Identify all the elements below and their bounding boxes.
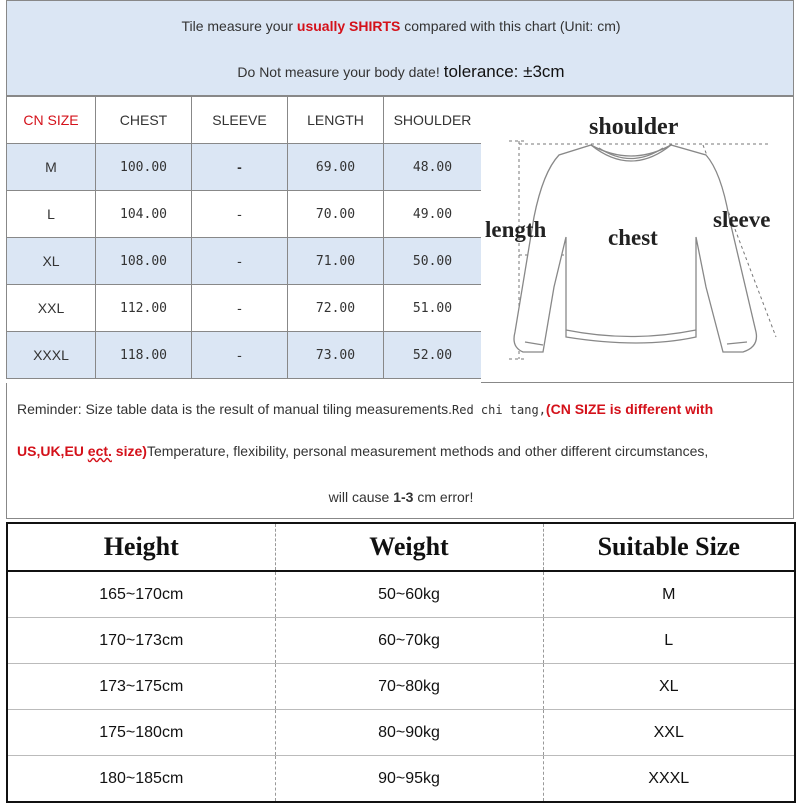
table-row	[7, 618, 795, 664]
reminder-red-2: US,UK,EU	[17, 443, 88, 459]
col-sleeve: SLEEVE	[192, 97, 288, 144]
cell-length: 72.00	[288, 285, 384, 332]
col-cn-size: CN SIZE	[7, 97, 96, 144]
cell-weight: 50~60kg	[275, 571, 543, 618]
cell-height: 175~180cm	[7, 710, 275, 756]
cell-length: 73.00	[288, 332, 384, 379]
table-row	[7, 664, 795, 710]
size-table	[6, 96, 482, 379]
table-row	[7, 144, 482, 191]
header-tolerance	[7, 49, 795, 95]
header-text-unit: compared with this chart (Unit: cm)	[400, 18, 621, 34]
reminder-text-4: cm error!	[413, 489, 474, 505]
header-text: Tile measure your	[181, 18, 297, 34]
cell-height: 173~175cm	[7, 664, 275, 710]
reminder-text-3: will cause	[328, 489, 394, 505]
cell-weight: 70~80kg	[275, 664, 543, 710]
cell-chest: 108.00	[96, 238, 192, 285]
cell-shoulder: 48.00	[384, 144, 482, 191]
cell-size: XXL	[7, 285, 96, 332]
cell-shoulder: 51.00	[384, 285, 482, 332]
table-row	[7, 571, 795, 618]
reminder-ect: ect.	[87, 443, 112, 459]
cell-weight: 90~95kg	[275, 756, 543, 803]
table-row	[7, 332, 482, 379]
table-row	[7, 238, 482, 285]
cell-size: XL	[7, 238, 96, 285]
size-chart-header	[6, 0, 794, 96]
cell-sleeve: -	[192, 144, 288, 191]
cell-weight: 60~70kg	[275, 618, 543, 664]
label-sleeve: sleeve	[713, 207, 771, 232]
reminder-error-range: 1-3	[393, 489, 414, 505]
cell-weight: 80~90kg	[275, 710, 543, 756]
reminder-text: Reminder: Size table data is the result of manual tiling measurements.	[17, 401, 452, 417]
table-row	[7, 710, 795, 756]
cell-sleeve: -	[192, 285, 288, 332]
col-height: Height	[7, 523, 275, 571]
cell-shoulder: 52.00	[384, 332, 482, 379]
cell-suitable-size: XL	[543, 664, 795, 710]
size-table-header	[7, 97, 482, 144]
reminder-line-3	[7, 489, 795, 505]
label-chest: chest	[608, 225, 658, 250]
cell-suitable-size: XXL	[543, 710, 795, 756]
cell-chest: 118.00	[96, 332, 192, 379]
cell-shoulder: 50.00	[384, 238, 482, 285]
cell-shoulder: 49.00	[384, 191, 482, 238]
reminder-line-2	[17, 443, 800, 459]
table-row	[7, 191, 482, 238]
cell-length: 70.00	[288, 191, 384, 238]
reminder-line-1	[17, 401, 800, 417]
cell-height: 180~185cm	[7, 756, 275, 803]
cell-sleeve: -	[192, 238, 288, 285]
reminder-red-3: size)	[111, 443, 147, 459]
label-shoulder: shoulder	[589, 114, 679, 140]
header-warning: Do Not measure your body date!	[237, 64, 440, 80]
cell-size: L	[7, 191, 96, 238]
cell-chest: 112.00	[96, 285, 192, 332]
col-chest: CHEST	[96, 97, 192, 144]
cell-size: XXXL	[7, 332, 96, 379]
reminder-text-2: Temperature, flexibility, personal measurement methods and other different circumstances,	[146, 443, 709, 459]
cell-length: 71.00	[288, 238, 384, 285]
table-row	[7, 756, 795, 803]
cell-height: 165~170cm	[99, 585, 184, 603]
cell-suitable-size: XXXL	[543, 756, 795, 803]
col-length: LENGTH	[288, 97, 384, 144]
reminder-note	[6, 383, 794, 519]
reminder-red: (CN SIZE is different with	[545, 401, 714, 417]
cell-chest: 104.00	[96, 191, 192, 238]
cell-height: 170~173cm	[7, 618, 275, 664]
header-instruction	[7, 1, 795, 51]
reminder-mono: Red chi tang,	[452, 403, 546, 417]
tolerance-text: tolerance: ±3cm	[443, 62, 565, 81]
cell-suitable-size: L	[543, 618, 795, 664]
header-highlight: usually SHIRTS	[296, 18, 401, 34]
table-row	[7, 285, 482, 332]
fit-table	[6, 522, 796, 803]
cell-sleeve: -	[192, 191, 288, 238]
shirt-measurement-diagram	[481, 96, 794, 383]
cell-suitable-size: M	[543, 571, 795, 618]
label-length: length	[485, 217, 547, 242]
cell-chest: 100.00	[96, 144, 192, 191]
cell-size: M	[7, 144, 96, 191]
col-shoulder: SHOULDER	[384, 97, 482, 144]
col-weight: Weight	[275, 523, 543, 571]
fit-table-header	[7, 523, 795, 571]
shirt-diagram-icon	[481, 97, 794, 384]
col-suitable-size: Suitable Size	[543, 523, 795, 571]
cell-sleeve: -	[192, 332, 288, 379]
cell-length: 69.00	[288, 144, 384, 191]
